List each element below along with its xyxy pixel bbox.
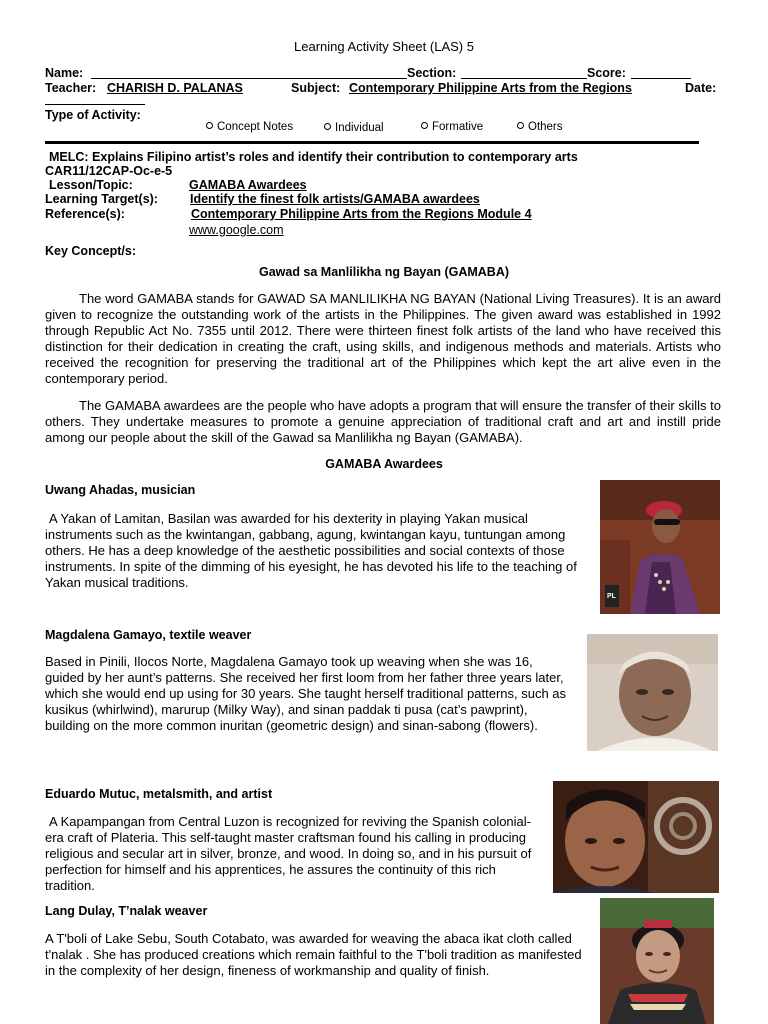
photo-badge: PL — [607, 593, 616, 600]
reference-link[interactable]: www.google.com — [189, 223, 284, 237]
section-field[interactable] — [461, 67, 587, 79]
option-concept-notes[interactable]: Concept Notes — [206, 121, 293, 133]
radio-circle-icon — [324, 123, 331, 130]
subject-label: Subject: — [291, 81, 341, 95]
awardee-name: Magdalena Gamayo, textile weaver — [45, 628, 252, 642]
awardee-name: Lang Dulay, T’nalak weaver — [45, 904, 208, 918]
name-field[interactable] — [91, 67, 407, 79]
learning-target-label: Learning Target(s): — [45, 192, 158, 206]
learning-target-value: Identify the finest folk artists/GAMABA awardees — [190, 192, 480, 206]
date-field[interactable] — [45, 93, 145, 105]
concept-paragraph-1: The word GAMABA stands for GAWAD SA MANLILIKHA NG BAYAN (National Living Treasures). It is an award given to recognize the outstanding work of the artists in the Philippines. The given award was established in 1992 through Republic Act No. 7355 until 2012. There were thirteen finest folk artists of the land who have received this distinction for their dedication in creating the craft, using skills, and indigenous methods and materials. Artists who received the recognition for preserving the traditional art of the Philippines which kept the art alive even in the contemporary period. — [45, 291, 721, 386]
awardee-name: Uwang Ahadas, musician — [45, 483, 196, 497]
option-individual[interactable]: Individual — [324, 122, 384, 134]
lesson-value: GAMABA Awardees — [189, 178, 307, 192]
awardee-description: A T'boli of Lake Sebu, South Cotabato, was awarded for weaving the abaca ikat cloth called t'nalak . She has produced creations which remain faithful to the T'boli tradition as manifested in the complexity of her design, fineness of workmanship and quality of finish. — [45, 931, 582, 978]
teacher-name: CHARISH D. PALANAS — [107, 81, 243, 95]
lesson-label: Lesson/Topic: — [49, 178, 133, 192]
subject-name: Contemporary Philippine Arts from the Regions — [349, 81, 632, 95]
awardee-photo — [553, 781, 719, 893]
awardee-photo — [587, 634, 718, 751]
concept-heading: Gawad sa Manlilikha ng Bayan (GAMABA) — [258, 265, 510, 279]
radio-circle-icon — [421, 122, 428, 129]
section-label: Section: — [407, 66, 457, 80]
option-formative[interactable]: Formative — [421, 121, 483, 133]
melc-line: MELC: Explains Filipino artist’s roles and identify their contribution to contemporary arts — [49, 150, 578, 164]
date-label: Date: — [685, 81, 717, 95]
melc-code: CAR11/12CAP-Oc-e-5 — [45, 164, 173, 178]
reference-value: Contemporary Philippine Arts from the Regions Module 4 — [191, 207, 532, 221]
key-concept-label: Key Concept/s: — [45, 244, 136, 258]
score-label: Score: — [587, 66, 626, 80]
type-of-activity-label: Type of Activity: — [45, 108, 141, 122]
concept-paragraph-2: The GAMABA awardees are the people who have adopts a program that will ensure the transfer of their skills to others. They undertake measures to promote a genuine appreciation of traditional craft and art and instill pride among our people about the skill of the Gawad sa Manlilikha ng Bayan (GAMABA). — [45, 398, 721, 445]
name-label: Name: — [45, 66, 84, 80]
teacher-label: Teacher: — [45, 81, 97, 95]
radio-circle-icon — [206, 122, 213, 129]
awardee-description: A Yakan of Lamitan, Basilan was awarded for his dexterity in playing Yakan musical instruments such as the kwintangan, gabbang, agung, kwintangan kayu, tuntungan among others. He has a deep knowledge of the aesthetic possibilities and social contexts of those instruments. In spite of the dimming of his eyesight, he has devoted his life to the teaching of Yakan musical traditions. — [45, 511, 577, 590]
awardees-heading: GAMABA Awardees — [325, 457, 443, 471]
awardee-description: Based in Pinili, Ilocos Norte, Magdalena Gamayo took up weaving when she was 16, guided by her aunt’s patterns. She received her first loom from her father three years later, which she would end up using for 30 years. She taught herself traditional patterns, such as kusikus (whirlwind), marurup (Milky Way), and sinan paddak ti pusa (cat’s pawprint), building on the more common inuritan (geometric design) and sinan-sabong (flowers). — [45, 654, 567, 733]
radio-circle-icon — [517, 122, 524, 129]
score-field[interactable] — [631, 67, 691, 79]
awardee-description: A Kapampangan from Central Luzon is recognized for reviving the Spanish colonial-era craft of Plateria. This self-taught master craftsman found his calling in producing religious and secular art in silver, bronze, and wood. In doing so, and in his pursuit of perfection for himself and his apprentices, he assures the continuity of this rich tradition. — [45, 814, 532, 893]
awardee-photo — [600, 898, 714, 1024]
page-title: Learning Activity Sheet (LAS) 5 — [294, 39, 474, 54]
awardee-photo — [600, 480, 720, 614]
header-divider — [45, 141, 699, 144]
option-others[interactable]: Others — [517, 121, 563, 133]
awardee-name: Eduardo Mutuc, metalsmith, and artist — [45, 787, 273, 801]
reference-label: Reference(s): — [45, 207, 125, 221]
